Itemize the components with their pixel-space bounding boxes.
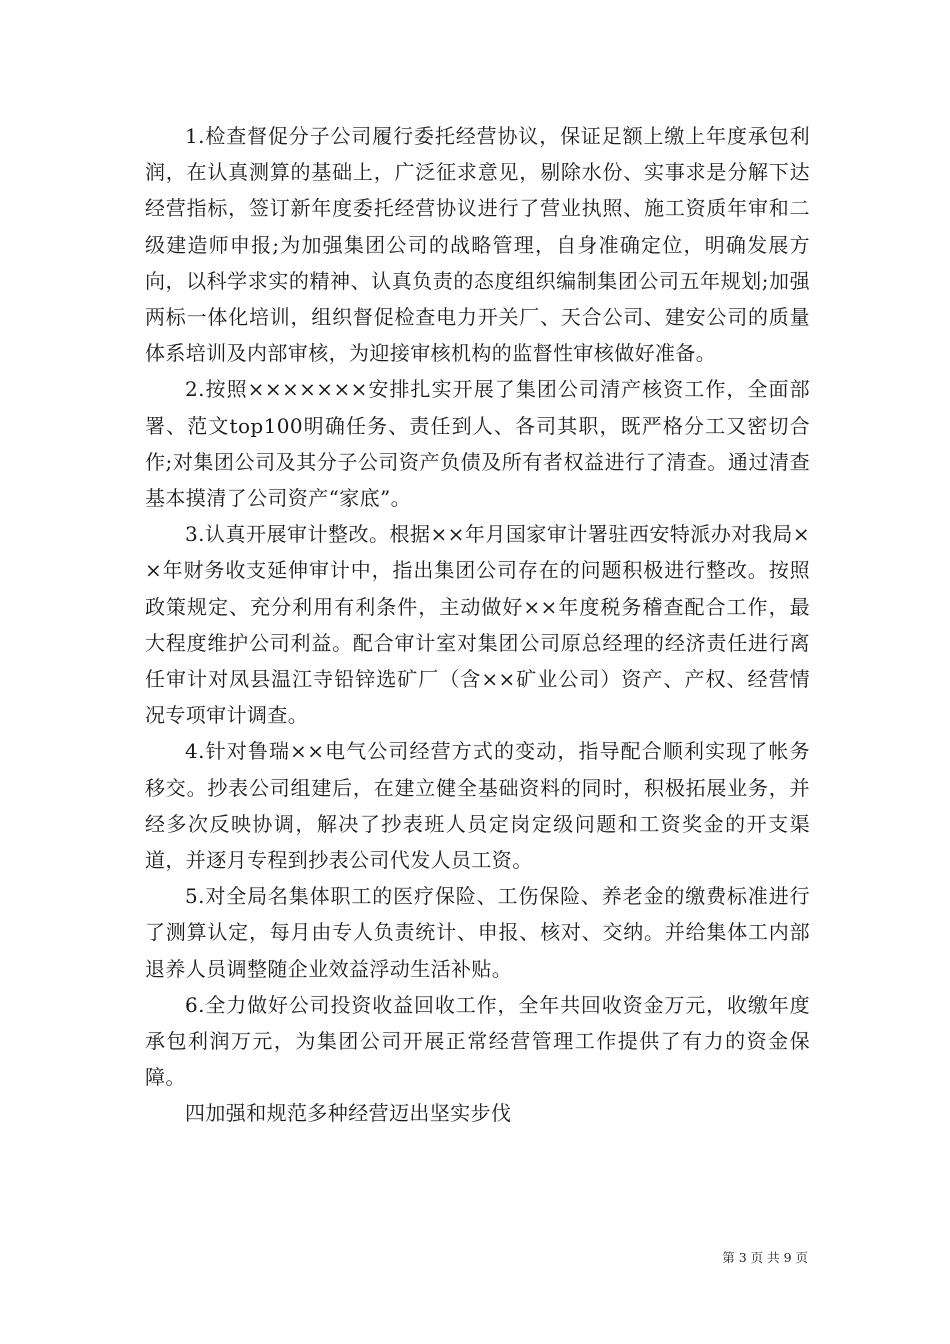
paragraph-4: 4.针对鲁瑞××电气公司经营方式的变动，指导配合顺利实现了帐务移交。抄表公司组建后，在建立健全基础资料的同时，积极拓展业务，并经多次反映协调，解决了抄表班人员定岗定级问题和工资奖金的开支渠道，并逐月专程到抄表公司代发人员工资。 xyxy=(145,739,810,873)
section-heading: 四加强和规范多种经营迈出坚实步伐 xyxy=(185,1101,512,1126)
paragraph-3: 3.认真开展审计整改。根据××年月国家审计署驻西安特派办对我局××年财务收支延伸审计中，指出集团公司存在的问题积极进行整改。按照政策规定、充分利用有利条件，主动做好××年度税务稽查配合工作，最大程度维护公司利益。配合审计室对集团公司原总经理的经济责任进行离任审计对凤县温江寺铅锌选矿厂（含××矿业公司）资产、产权、经营情况专项审计调查。 xyxy=(145,522,810,728)
paragraph-6: 6.全力做好公司投资收益回收工作，全年共回收资金万元，收缴年度承包利润万元，为集团公司开展正常经营管理工作提供了有力的资金保障。 xyxy=(145,992,810,1090)
page-number-footer: 第 3 页 共 9 页 xyxy=(722,1250,808,1265)
paragraph-5: 5.对全局名集体职工的医疗保险、工伤保险、养老金的缴费标准进行了测算认定，每月由专人负责统计、申报、核对、交纳。并给集体工内部退养人员调整随企业效益浮动生活补贴。 xyxy=(145,884,810,981)
document-body xyxy=(145,118,810,1132)
paragraph-1: 1.检查督促分子公司履行委托经营协议，保证足额上缴上年度承包利润，在认真测算的基础上，广泛征求意见，剔除水份、实事求是分解下达经营指标，签订新年度委托经营协议进行了营业执照、施工资质年审和二级建造师申报;为加强集团公司的战略管理，自身准确定位，明确发展方向，以科学求实的精神、认真负责的态度组织编制集团公司五年规划;加强两标一体化培训，组织督促检查电力开关厂、天合公司、建安公司的质量体系培训及内部审核，为迎接审核机构的监督性审核做好准备。 xyxy=(145,124,810,366)
paragraph-2: 2.按照×××××××安排扎实开展了集团公司清产核资工作，全面部署、范文top100明确任务、责任到人、各司其职，既严格分工又密切合作;对集团公司及其分子公司资产负债及所有者权益进行了清查。通过清查基本摸清了公司资产“家底”。 xyxy=(145,377,810,511)
